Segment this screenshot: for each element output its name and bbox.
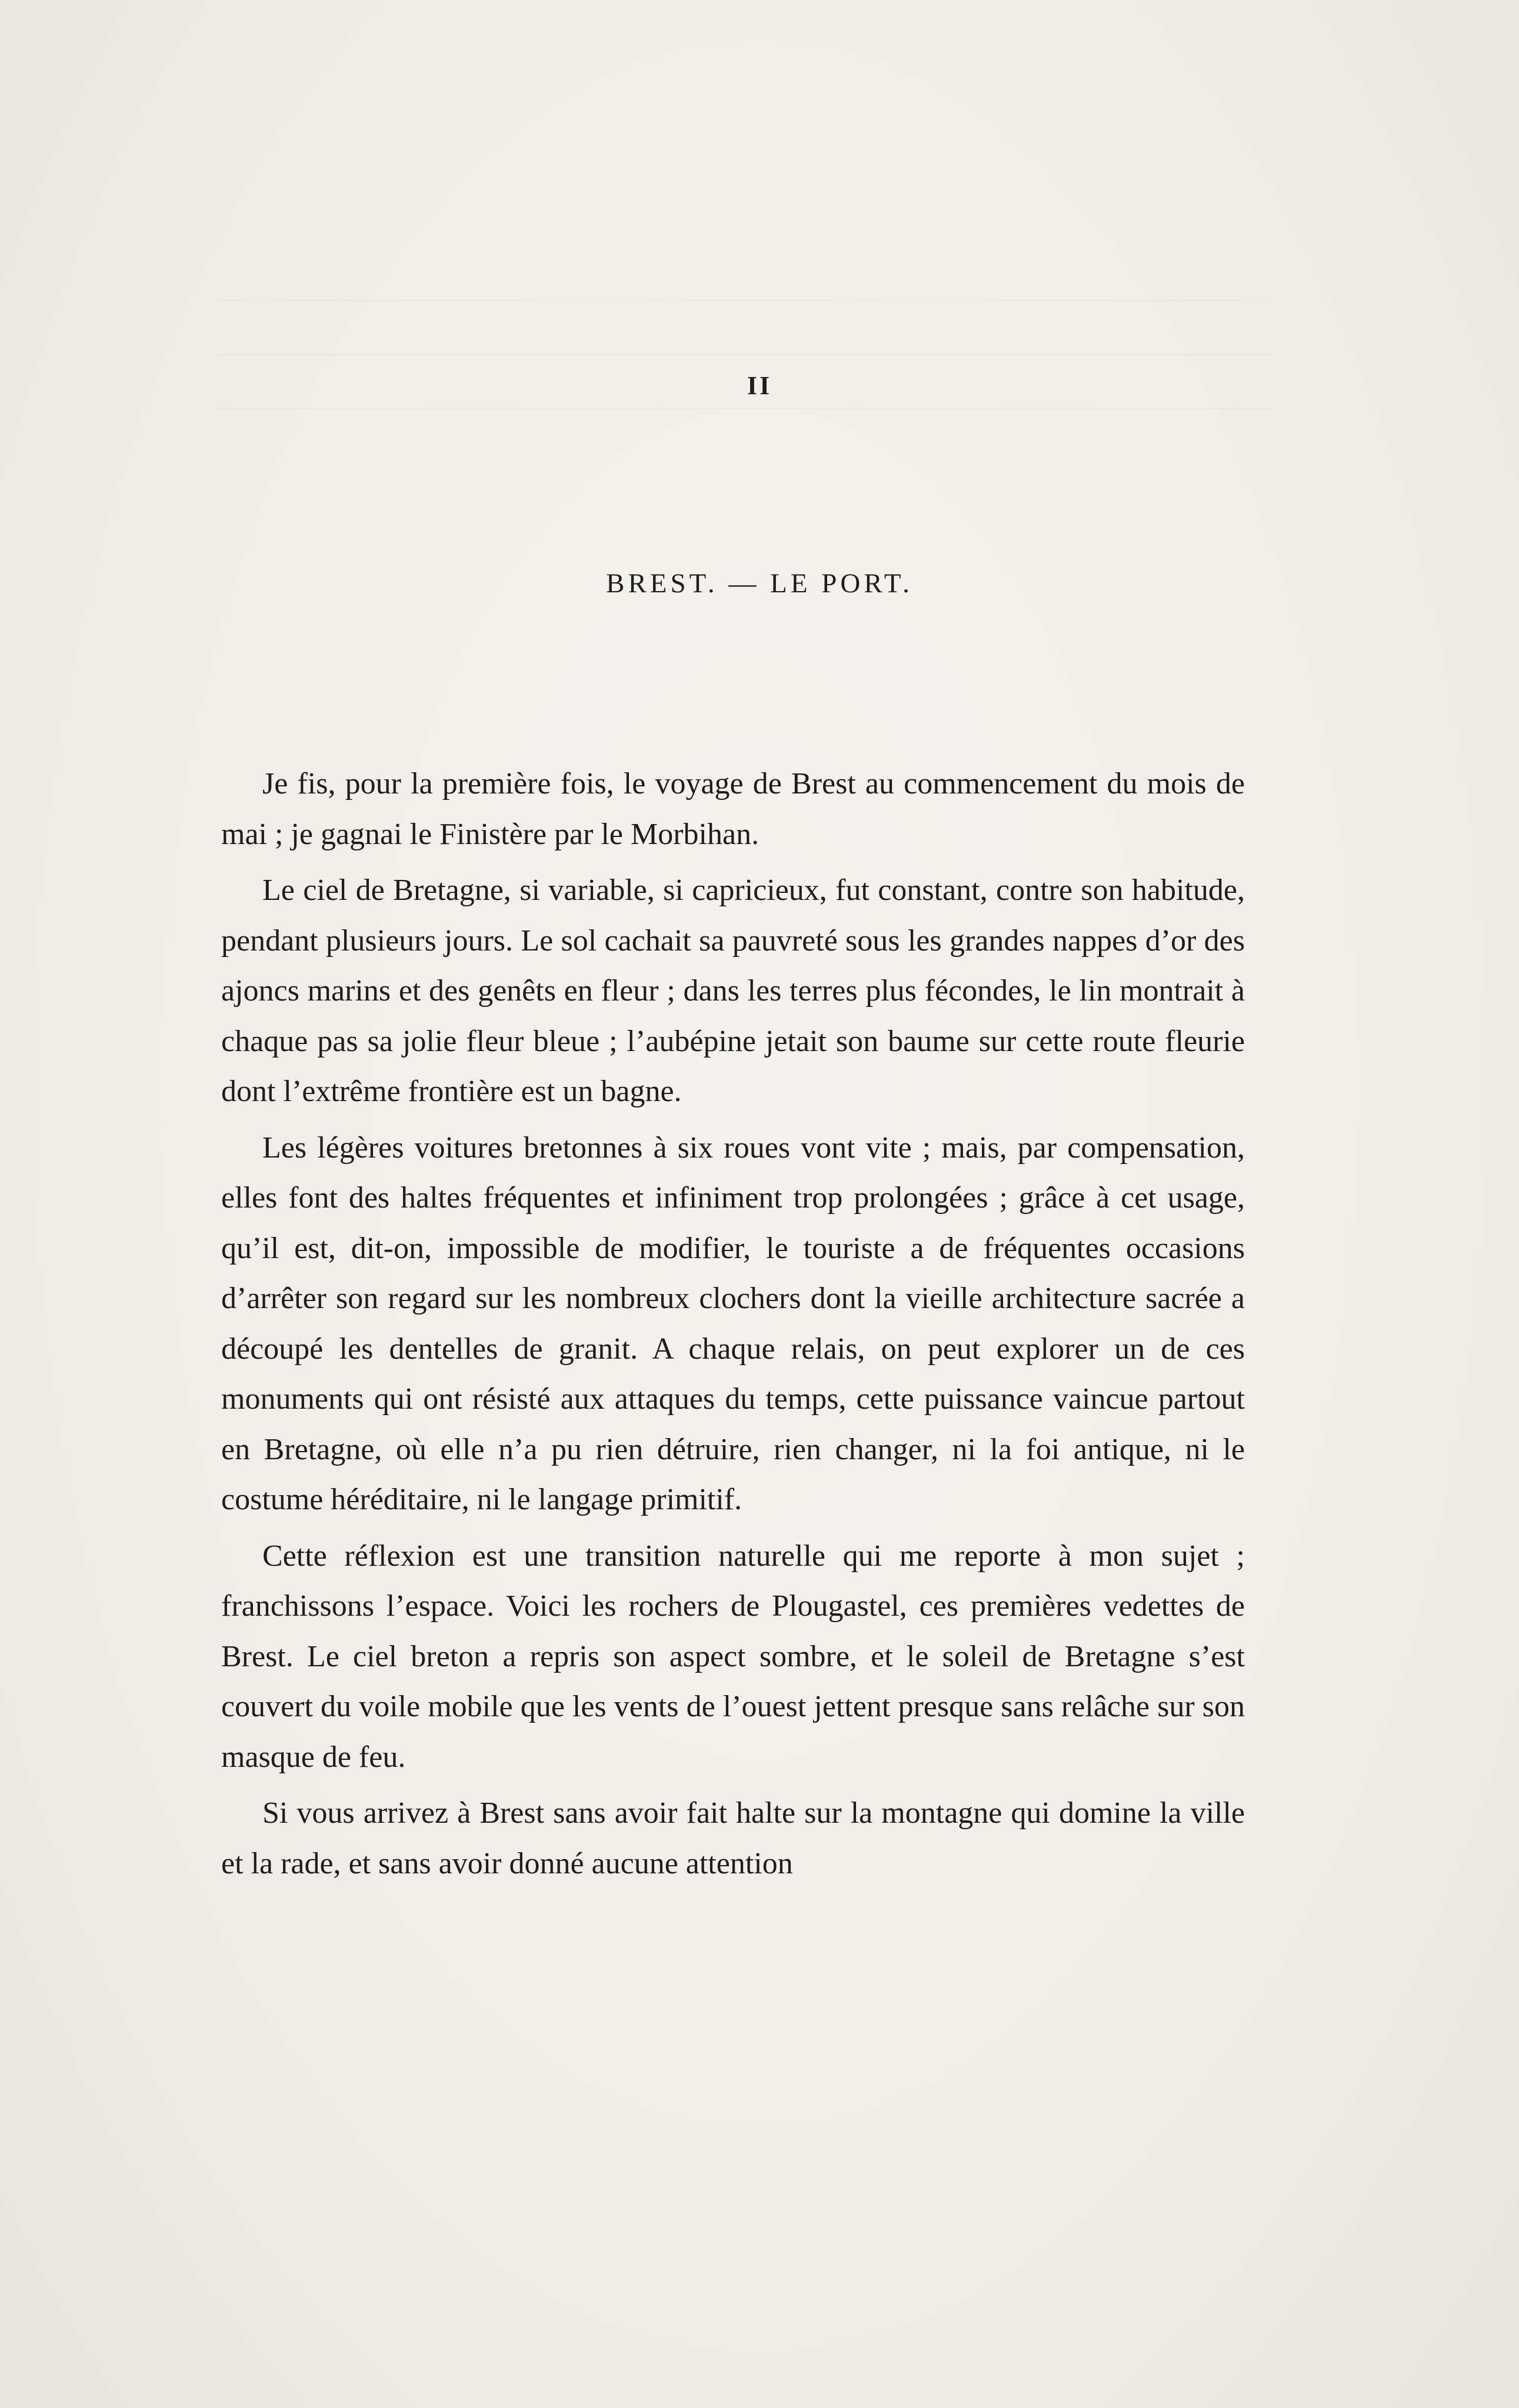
show-through-texture xyxy=(218,265,1271,559)
paragraph: Le ciel de Bretagne, si variable, si capricieux, fut constant, contre son habitude, pendant plusieurs jours. Le sol cachait sa pauvreté sous les grandes nappes d’or des ajoncs marins et des genêts en fleur ; dans les terres plus fécondes, le lin montrait à chaque pas sa jolie fleur bleue ; l’aubépine jetait son baume sur cette route fleurie dont l’extrême frontière est un bagne. xyxy=(221,873,1245,1108)
paragraph: Je fis, pour la première fois, le voyage de Brest au commencement du mois de mai ; je gagnai le Finistère par le Morbihan. xyxy=(221,767,1245,851)
paragraph: Si vous arrivez à Brest sans avoir fait halte sur la montagne qui domine la ville et la rade, et sans avoir donné aucune attention xyxy=(221,1796,1245,1880)
chapter-title: BREST. — LE PORT. xyxy=(606,568,913,599)
paragraph: Cette réflexion est une transition naturelle qui me reporte à mon sujet ; franchissons l’espace. Voici les rochers de Plougastel, ces premières vedettes de Brest. Le ciel breton a repris son aspect sombre, et le soleil de Bretagne s’est couvert du voile mobile que les vents de l’ouest jettent presque sans relâche sur son masque de feu. xyxy=(221,1539,1245,1774)
paragraph: Les légères voitures bretonnes à six roues vont vite ; mais, par compensation, elles font des haltes fréquentes et infiniment trop prolongées ; grâce à cet usage, qu’il est, dit-on, impossible de modifier, le touriste a de fréquentes occasions d’arrêter son regard sur les nombreux clochers dont la vieille architecture sacrée a découpé les dentelles de granit. A chaque relais, on peut explorer un de ces monuments qui ont résisté aux attaques du temps, cette puissance vaincue partout en Bretagne, où elle n’a pu rien détruire, rien changer, ni la foi antique, ni le costume héréditaire, ni le langage primitif. xyxy=(221,1130,1245,1516)
chapter-number: II xyxy=(747,371,772,400)
body-text xyxy=(221,759,1245,1895)
